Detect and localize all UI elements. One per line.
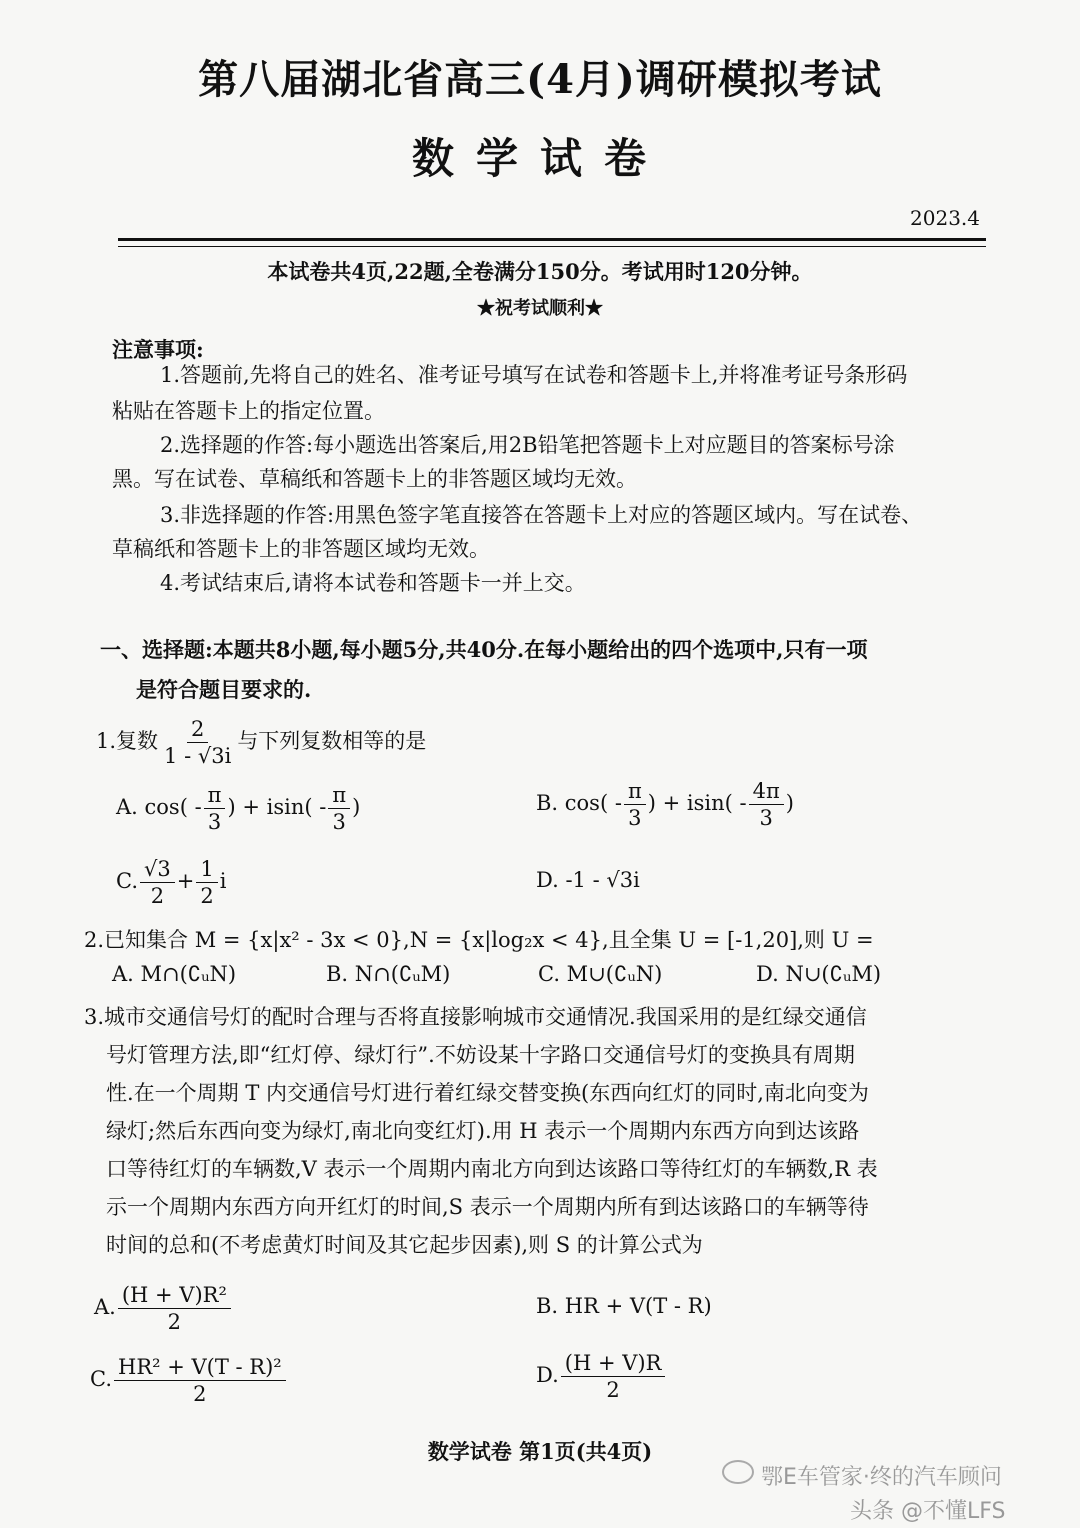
header-rule-thick bbox=[118, 238, 986, 241]
q1-a-mid: ) + isin( - bbox=[227, 795, 327, 819]
q3-option-a bbox=[94, 1282, 233, 1335]
q1-c-frac1 bbox=[140, 856, 175, 909]
frac-den: 2 bbox=[193, 1382, 207, 1406]
note-line: 草稿纸和答题卡上的非答题区域均无效。 bbox=[112, 537, 490, 561]
q1-option-b bbox=[536, 778, 794, 831]
frac-num: 1 bbox=[196, 856, 217, 883]
q1-b-frac1 bbox=[624, 778, 646, 831]
frac-den: 2 bbox=[200, 884, 214, 908]
note-line: 1.答题前,先将自己的姓名、准考证号填写在试卷和答题卡上,并将准考证号条形码 bbox=[160, 363, 908, 387]
q1-a-frac1 bbox=[204, 782, 226, 835]
subject-title: 数学试卷 bbox=[411, 134, 668, 183]
q3-c-frac bbox=[114, 1354, 286, 1407]
frac-num: π bbox=[204, 782, 226, 809]
frac-num: 4π bbox=[749, 778, 784, 805]
q1-option-a bbox=[116, 782, 360, 835]
frac-den: 3 bbox=[332, 810, 346, 834]
q1-b-frac2 bbox=[749, 778, 784, 831]
q3-option-b: B. HR + V(T - R) bbox=[536, 1294, 712, 1318]
frac-den: 2 bbox=[167, 1310, 182, 1334]
q3-option-c bbox=[90, 1354, 288, 1407]
frac-den: 3 bbox=[207, 810, 222, 834]
q1-den: 1 - √3i bbox=[164, 744, 232, 768]
note-line: 2.选择题的作答:每小题选出答案后,用2B铅笔把答题卡上对应题目的答案标号涂 bbox=[160, 433, 895, 457]
q1-c-frac2 bbox=[196, 856, 217, 909]
q1-a-label: A. cos( - bbox=[116, 795, 202, 819]
q1-a-end: ) bbox=[352, 795, 361, 819]
question-2-stem: 2.已知集合 M = {x|x² - 3x < 0},N = {x|log₂x < 4},且全集 U = [-1,20],则 U = bbox=[84, 928, 874, 952]
section-line-2: 是符合题目要求的. bbox=[136, 677, 312, 702]
section-line-1: 一、选择题:本题共8小题,每小题5分,共40分.在每小题给出的四个选项中,只有一项 bbox=[100, 637, 868, 662]
frac-num: (H + V)R bbox=[561, 1350, 666, 1377]
header-rule-thin bbox=[118, 246, 986, 247]
q3-line: 号灯管理方法,即“红灯停、绿灯行”.不妨设某十字路口交通信号灯的变换具有周期 bbox=[106, 1043, 855, 1067]
note-line: 黑。写在试卷、草稿纸和答题卡上的非答题区域均无效。 bbox=[112, 467, 637, 491]
q1-option-d: D. -1 - √3i bbox=[536, 868, 640, 892]
q1-a-frac2 bbox=[328, 782, 350, 835]
note-line: 4.考试结束后,请将本试卷和答题卡一并上交。 bbox=[160, 571, 586, 595]
frac-num: (H + V)R² bbox=[118, 1282, 231, 1309]
q3-a-frac bbox=[118, 1282, 231, 1335]
q3-d-label: D. bbox=[536, 1363, 559, 1387]
q3-line: 性.在一个周期 T 内交通信号灯进行着红绿交替变换(东西向红灯的同时,南北向变为 bbox=[106, 1081, 869, 1105]
q1-fraction bbox=[160, 716, 235, 769]
page-footer: 数学试卷 第1页(共4页) bbox=[427, 1439, 653, 1464]
frac-num: HR² + V(T - R)² bbox=[114, 1354, 286, 1381]
q1-c-plus: + bbox=[176, 869, 195, 893]
q3-line: 口等待红灯的车辆数,V 表示一个周期内南北方向到达该路口等待红灯的车辆数,R 表 bbox=[106, 1157, 878, 1181]
q2-option-c: C. M∪(∁ᵤN) bbox=[538, 962, 663, 986]
wechat-icon bbox=[722, 1460, 754, 1484]
watermark-line-1 bbox=[722, 1460, 1002, 1491]
q1-suffix: 与下列复数相等的是 bbox=[237, 729, 427, 753]
q1-prefix: 1.复数 bbox=[96, 729, 159, 753]
q3-line: 3.城市交通信号灯的配时合理与否将直接影响城市交通情况.我国采用的是红绿交通信 bbox=[84, 1005, 867, 1029]
note-line: 3.非选择题的作答:用黑色签字笔直接答在答题卡上对应的答题区域内。写在试卷、 bbox=[160, 503, 923, 527]
q2-option-a: A. M∩(∁ᵤN) bbox=[112, 962, 237, 986]
q1-b-end: ) bbox=[785, 791, 794, 815]
frac-num: π bbox=[624, 778, 646, 805]
q3-d-frac bbox=[561, 1350, 666, 1403]
frac-den: 3 bbox=[759, 806, 773, 830]
watermark-text-1: 鄂E车管家·终的汽车顾问 bbox=[761, 1465, 1002, 1490]
q3-a-label: A. bbox=[94, 1295, 116, 1319]
q1-b-mid: ) + isin( - bbox=[647, 791, 747, 815]
exam-title: 第八届湖北省高三(4月)调研模拟考试 bbox=[198, 56, 882, 103]
exam-date: 2023.4 bbox=[910, 206, 980, 230]
q2-option-d: D. N∪(∁ᵤM) bbox=[756, 962, 882, 986]
q1-b-label: B. cos( - bbox=[536, 791, 622, 815]
q3-line: 时间的总和(不考虑黄灯时间及其它起步因素),则 S 的计算公式为 bbox=[106, 1233, 703, 1257]
q1-option-c bbox=[116, 856, 226, 909]
q3-c-label: C. bbox=[90, 1367, 112, 1391]
q3-option-d bbox=[536, 1350, 667, 1403]
frac-den: 2 bbox=[606, 1378, 620, 1402]
q1-num: 2 bbox=[187, 716, 208, 743]
q1-c-label: C. bbox=[116, 869, 138, 893]
frac-den: 2 bbox=[150, 884, 165, 908]
exam-info: 本试卷共4页,22题,全卷满分150分。考试用时120分钟。 bbox=[267, 259, 813, 284]
section-heading bbox=[100, 630, 1000, 710]
q1-c-i: i bbox=[219, 869, 227, 893]
frac-num: √3 bbox=[140, 856, 175, 883]
question-1-stem bbox=[96, 716, 426, 769]
frac-num: π bbox=[328, 782, 350, 809]
q3-line: 示一个周期内东西方向开红灯的时间,S 表示一个周期内所有到达该路口的车辆等待 bbox=[106, 1195, 869, 1219]
good-luck: ★祝考试顺利★ bbox=[477, 298, 603, 319]
notes-heading: 注意事项: bbox=[112, 337, 204, 362]
frac-den: 3 bbox=[628, 806, 642, 830]
watermark-line-2: 头条 @不懂LFS bbox=[850, 1499, 1006, 1524]
q2-option-b: B. N∩(∁ᵤM) bbox=[326, 962, 451, 986]
note-line: 粘贴在答题卡上的指定位置。 bbox=[112, 399, 385, 423]
q3-line: 绿灯;然后东西向变为绿灯,南北向变红灯).用 H 表示一个周期内东西方向到达该路 bbox=[106, 1119, 860, 1143]
